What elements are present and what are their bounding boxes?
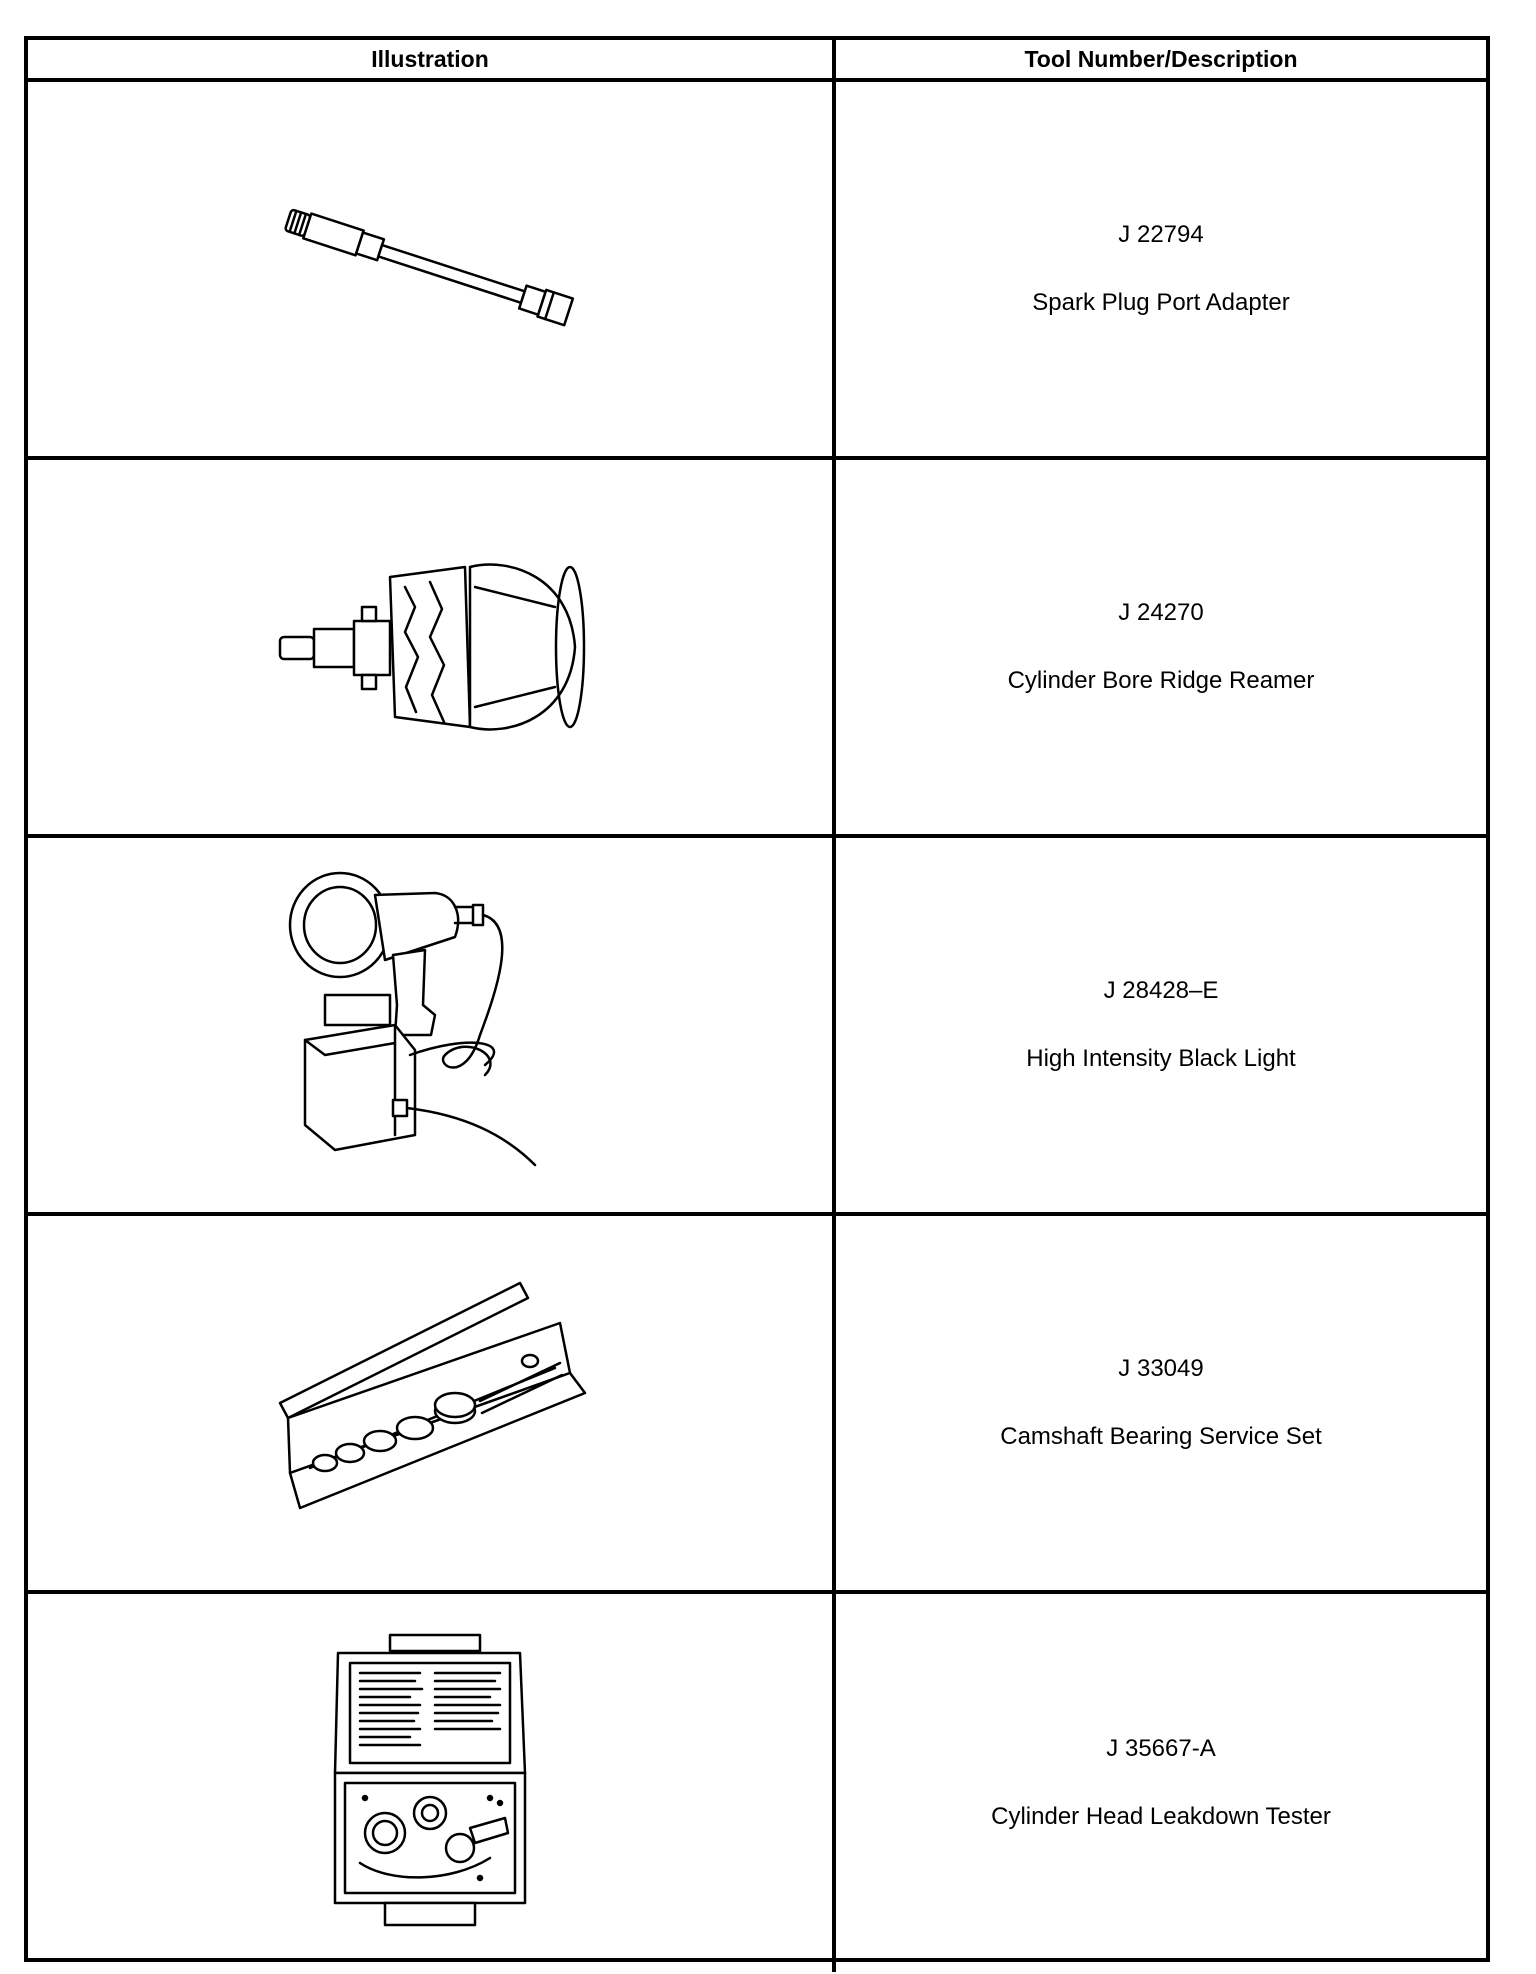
table-header [28, 40, 1486, 82]
tool-number: J 24270 [1118, 599, 1204, 626]
illustration-cell [28, 460, 836, 834]
tool-number: J 35667-A [1106, 1735, 1216, 1762]
header-illustration: Illustration [28, 40, 836, 78]
spark-plug-port-adapter-icon [270, 189, 590, 349]
tool-number: J 22794 [1118, 221, 1204, 248]
table-row [28, 1594, 1486, 1972]
ridge-reamer-icon [270, 537, 590, 757]
illustration-cell [28, 82, 836, 456]
illustration-cell [28, 1216, 836, 1590]
table-row [28, 838, 1486, 1216]
description-cell [836, 460, 1486, 834]
table-row [28, 82, 1486, 460]
camshaft-bearing-set-icon [270, 1273, 590, 1533]
special-tools-table [24, 36, 1490, 1962]
tool-description: Cylinder Bore Ridge Reamer [1007, 667, 1315, 694]
table-row [28, 1216, 1486, 1594]
description-cell [836, 1216, 1486, 1590]
description-cell [836, 1594, 1486, 1972]
tool-description: Spark Plug Port Adapter [1032, 289, 1290, 316]
description-cell [836, 838, 1486, 1212]
illustration-cell [28, 838, 836, 1212]
description-cell [836, 82, 1486, 456]
header-tool-number-description: Tool Number/Description [1024, 45, 1298, 72]
illustration-cell [28, 1594, 836, 1972]
tool-description: Camshaft Bearing Service Set [1000, 1423, 1322, 1450]
leakdown-tester-icon [330, 1633, 530, 1933]
tool-description: Cylinder Head Leakdown Tester [991, 1803, 1331, 1830]
tool-number: J 33049 [1118, 1355, 1204, 1382]
tool-number: J 28428–E [1103, 977, 1219, 1004]
table-row [28, 460, 1486, 838]
black-light-icon [285, 865, 575, 1185]
tool-description: High Intensity Black Light [1026, 1045, 1296, 1072]
